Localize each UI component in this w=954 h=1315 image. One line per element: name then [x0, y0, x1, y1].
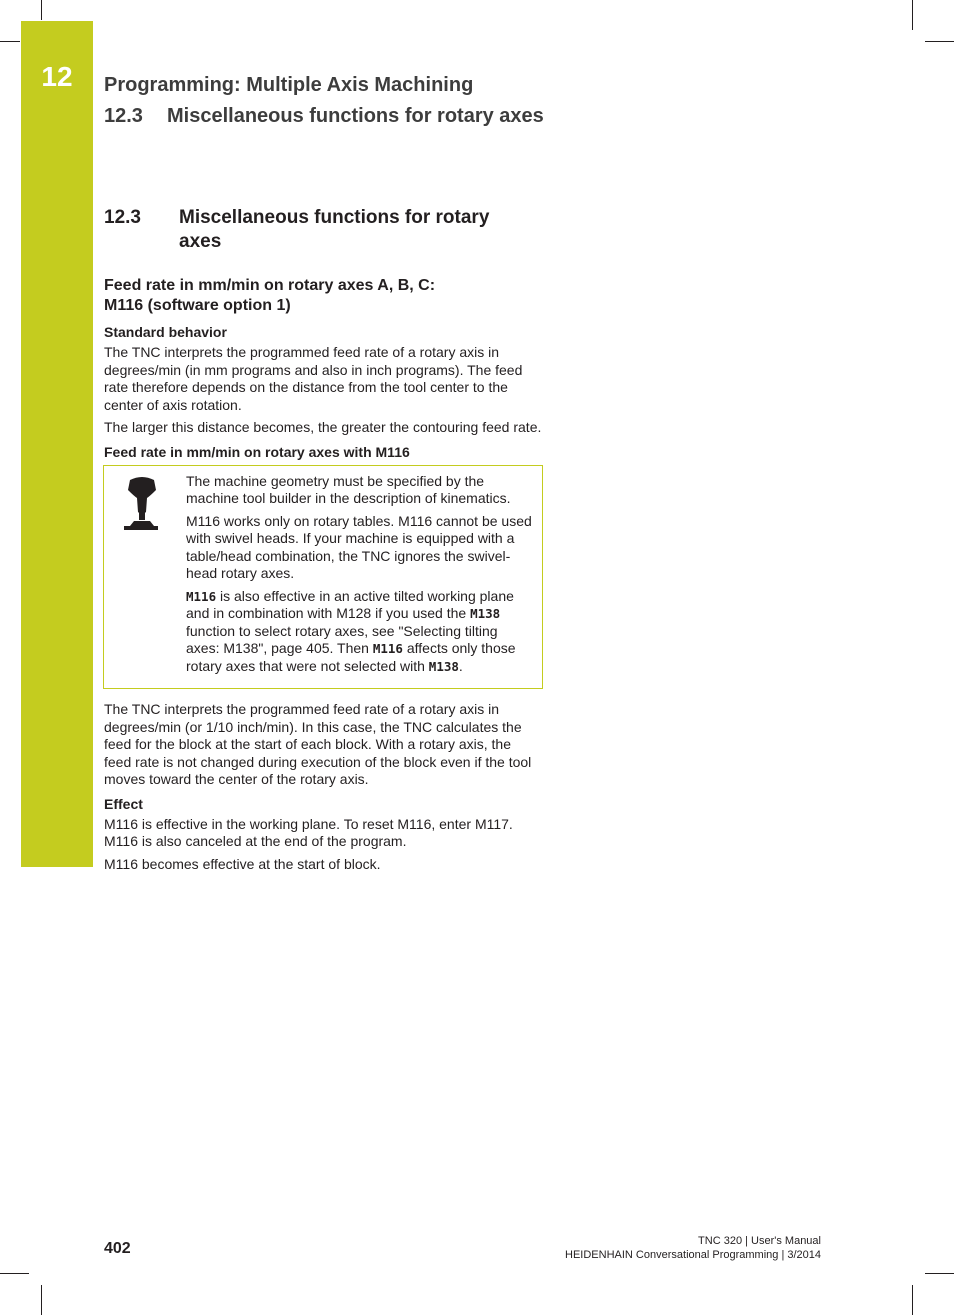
- crop-mark: [0, 41, 20, 42]
- standard-paragraph-2: The larger this distance becomes, the greater the contouring feed rate.: [104, 419, 542, 435]
- machine-tool-icon: [104, 466, 186, 689]
- section-title-line2: axes: [179, 231, 222, 252]
- note-paragraph-1: The machine geometry must be specified by the machine tool builder in the description of kinematics.: [186, 472, 511, 506]
- effect-paragraph-1: M116 is effective in the working plane. To reset M116, enter M117. M116 is also canceled at the end of the program.: [104, 815, 513, 849]
- section-number: 12.3: [104, 207, 141, 228]
- effect-heading: Effect: [104, 795, 143, 812]
- code-m138: M138: [428, 658, 459, 674]
- subsection-heading-line1: Feed rate in mm/min on rotary axes A, B, C:: [104, 277, 436, 294]
- running-section-header: [104, 103, 544, 129]
- crop-mark: [41, 1285, 42, 1315]
- chapter-title: Programming: Multiple Axis Machining: [104, 74, 474, 96]
- note-text: .: [458, 657, 463, 674]
- note-paragraph-3: [186, 588, 534, 676]
- note-body: [186, 466, 542, 689]
- chapter-number: 12: [41, 61, 73, 92]
- crop-mark: [41, 0, 42, 20]
- subsection-heading: [104, 276, 542, 316]
- note-text: affects only those rotary axes that were not selected with: [186, 640, 516, 674]
- subsection-heading-line2: M116 (software option 1): [104, 297, 291, 314]
- footer-info: [565, 1234, 821, 1262]
- section-title-line1: Miscellaneous functions for rotary: [179, 207, 490, 228]
- code-m138: M138: [470, 606, 501, 621]
- main-content: [104, 276, 542, 878]
- crop-mark: [912, 1285, 913, 1315]
- note-text: function to select rotary axes, see "Selecting tilting axes: M138", page 405. Then: [186, 622, 498, 656]
- note-paragraph-2: M116 works only on rotary tables. M116 cannot be used with swivel heads. If your machine is equipped with a table/head combination, the TNC ignores the swivel-head rotary axes.: [186, 512, 532, 581]
- note-box: [103, 465, 543, 690]
- footer-line-1: TNC 320 | User's Manual: [698, 1235, 821, 1247]
- chapter-sidebar: [21, 21, 93, 867]
- running-section-title: Miscellaneous functions for rotary axes: [167, 105, 544, 127]
- crop-mark: [925, 1273, 954, 1274]
- m116-paragraph: The TNC interprets the programmed feed rate of a rotary axis in degrees/min (or 1/10 inch/min). In this case, the TNC calculates the feed for the block at the start of each block. With a rotary axis, the feed rate is not changed during execution of the block even if the tool moves toward the center of the rotary axis.: [104, 701, 532, 787]
- code-m116: M116: [372, 641, 403, 656]
- footer-line-2: HEIDENHAIN Conversational Programming | 3/2014: [565, 1249, 821, 1261]
- standard-paragraph-1: The TNC interprets the programmed feed rate of a rotary axis in degrees/min (in mm programs and also in inch programs). The feed rate therefore depends on the distance from the tool center to the center of axis rotation.: [104, 344, 523, 413]
- crop-mark: [925, 41, 954, 42]
- note-text: is also effective in an active tilted working plane and in combination with M128 if you used the: [186, 587, 514, 621]
- running-section-number: 12.3: [104, 105, 143, 127]
- page-number: 402: [104, 1240, 131, 1257]
- crop-mark: [912, 0, 913, 30]
- effect-paragraph-2: M116 becomes effective at the start of block.: [104, 855, 381, 872]
- code-m116: M116: [186, 588, 217, 604]
- m116-heading: Feed rate in mm/min on rotary axes with M116: [104, 443, 410, 460]
- crop-mark: [0, 1273, 29, 1274]
- standard-behavior-heading: Standard behavior: [104, 324, 227, 340]
- section-heading: [104, 206, 544, 254]
